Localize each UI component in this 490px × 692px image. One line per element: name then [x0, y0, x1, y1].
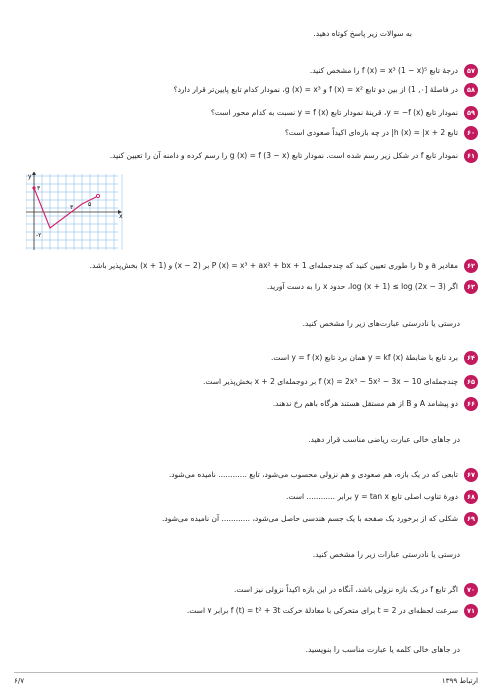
question-number: ۶۱ [464, 149, 478, 163]
footer-divider [14, 672, 478, 673]
section-true-false-2: درستی یا نادرستی عبارات زیر را مشخص کنید. [312, 550, 460, 559]
section-fill-blank-1: در جاهای خالی عبارت ریاضی مناسب قرار دهید. [308, 435, 460, 444]
question-number: ۶۷ [464, 468, 478, 482]
question-text: تابعی که در یک بازه، هم صعودی و هم نزولی محسوب می‌شود، تابع ............ نامیده می‌شود. [168, 470, 458, 480]
question-text: نمودار تابع f در شکل زیر رسم شده است. نمودار تابع g (x) = f (3 − x) را رسم کرده و دامنه آن را تعیین کنید. [109, 151, 458, 161]
question-58 [14, 82, 478, 98]
section-fill-blank-2: در جاهای خالی کلمه یا عبارت مناسب را بنویسید. [305, 645, 460, 654]
question-number: ۶۸ [464, 490, 478, 504]
page-number: ۶/۷ [14, 676, 25, 685]
question-text: برد تابع با ضابطهٔ y = kf (x) همان برد تابع y = f (x) است. [271, 353, 458, 363]
question-66 [14, 396, 478, 412]
instruction-header [14, 26, 412, 42]
x-label-mid: ۳ [70, 204, 74, 211]
question-text: شکلی که از برخورد یک صفحه با یک جسم هندسی حاصل می‌شود، ............ آن نامیده می‌شود. [162, 514, 458, 524]
question-number: ۶۲ [464, 259, 478, 273]
question-68 [14, 489, 478, 505]
question-number: ۶۹ [464, 512, 478, 526]
y-label-bottom: -۲ [36, 232, 42, 239]
end-point [96, 194, 99, 197]
question-number: ۷۱ [464, 604, 478, 618]
question-70 [14, 582, 478, 598]
question-number: ۶۶ [464, 397, 478, 411]
question-text: درجهٔ تابع f (x) = x³ (1 − x)⁵ را مشخص کنید. [309, 66, 458, 76]
question-number: ۵۸ [464, 83, 478, 97]
question-text: دو پیشامد A و B از هم مستقل هستند هرگاه باهم رخ ندهند. [272, 399, 458, 409]
question-number: ۶۴ [464, 351, 478, 365]
y-axis-arrow [32, 172, 36, 175]
question-text: اگر log (x + 1) ≤ log (2x − 3)، حدود x را به دست آورید. [266, 282, 458, 292]
x-axis-label: x [119, 213, 123, 220]
question-69 [14, 511, 478, 527]
instruction-text: به سوالات زیر پاسخ کوتاه دهید. [313, 29, 412, 39]
question-number: ۶۵ [464, 375, 478, 389]
question-number: ۷۰ [464, 583, 478, 597]
section-true-false-1: درستی یا نادرستی عبارت‌های زیر را مشخص کنید. [302, 319, 460, 328]
question-text: دورهٔ تناوب اصلی تابع y = tan x برابر ............ است. [285, 492, 458, 502]
y-label-top: ۳ [37, 185, 41, 192]
question-62 [14, 258, 478, 274]
question-number: ۵۷ [464, 64, 478, 78]
function-graph [26, 172, 126, 252]
question-71 [14, 603, 478, 619]
question-60 [14, 125, 478, 141]
page-footer [14, 676, 478, 688]
start-point [32, 186, 35, 189]
question-text: در فاصلهٔ [۰, 1) از بین دو تابع f (x) = x² و g (x) = x³، نمودار کدام تابع پایین‌تر قرار دارد؟ [173, 85, 458, 95]
question-59 [14, 105, 478, 121]
question-67 [14, 467, 478, 483]
x-label-right: ۵ [88, 201, 92, 208]
question-64 [14, 350, 478, 366]
question-number: ۶۳ [464, 280, 478, 294]
question-61 [14, 148, 478, 164]
question-number: ۶۰ [464, 126, 478, 140]
question-63 [14, 279, 478, 295]
y-axis-label: y [28, 173, 32, 180]
question-text: چندجمله‌ای f (x) = 2x³ − 5x² − 3x − 10 بر دوجمله‌ای x + 2 بخش‌پذیر است. [202, 377, 458, 387]
question-57 [14, 63, 478, 79]
question-number: ۵۹ [464, 106, 478, 120]
question-text: مقادیر a و b را طوری تعیین کنید که چندجمله‌ای P (x) = x³ + ax² + bx + 1 بر (x − 2) و (x + 1) بخش‌پذیر باشد. [89, 261, 458, 271]
question-text: سرعت لحظه‌ای در t = 2 برای متحرکی با معادلهٔ حرکت f (t) = t² + 3t برابر ۷ است. [186, 606, 458, 616]
question-text: تابع h (x) = |x + 2| در چه بازه‌ای اکیداً صعودی است؟ [284, 128, 458, 138]
question-text: اگر تابع f در یک بازه نزولی باشد، آنگاه در این بازه اکیداً نزولی نیز است. [234, 585, 458, 595]
question-text: نمودار تابع y = −f (x)، قرینهٔ نمودار تابع y = f (x) نسبت به کدام محور است؟ [210, 108, 458, 118]
footer-right-text: ارتباط ۱۳۹۹ [441, 676, 478, 685]
question-65 [14, 374, 478, 390]
